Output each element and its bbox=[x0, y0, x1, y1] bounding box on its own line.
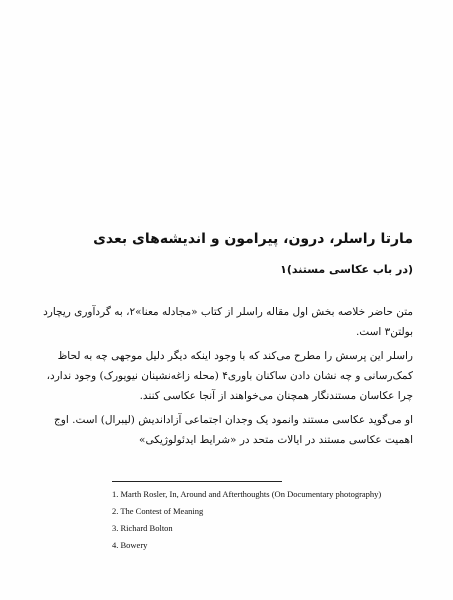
paragraph: او می‌گوید عکاسی مستند وانمود یک وجدان اجتماعی آزاداندیش (لیبرال) است. اوج اهمیت عکاسی مستند در ایالات متحد در «شرایط ایدئولوژیکی» bbox=[54, 414, 413, 446]
chapter-subtitle: (در باب عکاسی مستند)۱ bbox=[280, 263, 413, 276]
chapter-title: مارتا راسلر، درون، پیرامون و اندیشه‌های بعدی bbox=[93, 231, 413, 247]
footnote: 2. The Contest of Meaning bbox=[112, 506, 204, 516]
footnote: 4. Bowery bbox=[112, 540, 148, 550]
footnote-divider bbox=[112, 481, 282, 482]
footnote: 3. Richard Bolton bbox=[112, 523, 173, 533]
body-text bbox=[40, 302, 413, 454]
footnotes bbox=[112, 486, 432, 554]
footnote: 1. Marth Rosler, In, Around and Afterthoughts (On Documentary photography) bbox=[112, 489, 382, 499]
paragraph: راسلر این پرسش را مطرح می‌کند که با وجود اینکه دیگر دلیل موجهی چه به لحاظ کمک‌رسانی و چه نشان دادن ساکنان باوری۴ (محله زاغه‌نشینان نیویورک) وجود ندارد، چرا عکاسان مستندنگار همچنان می‌خواهند از آنجا عکاسی کنند. bbox=[46, 350, 413, 402]
paragraph: متن حاضر خلاصه بخش اول مقاله راسلر از کتاب «مجادله معنا»۲، به گردآوری ریچارد بولتن۳ است. bbox=[43, 306, 413, 338]
